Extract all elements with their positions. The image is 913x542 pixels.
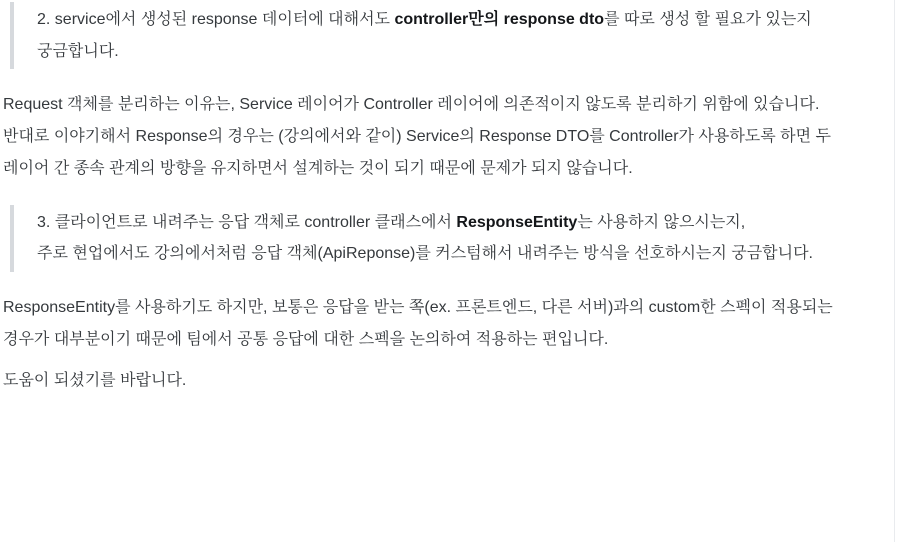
text-segment: 3. 클라이언트로 내려주는 응답 객체로 controller 클래스에서 (37, 213, 457, 231)
answer-response-entity (3, 292, 866, 355)
text-segment: 주로 현업에서도 강의에서처럼 응답 객체(ApiReponse)를 커스텀해서 내려주는 방식을 선호하시는지 궁금합니다. (37, 245, 813, 263)
text-segment: 반대로 이야기해서 Response의 경우는 (강의에서와 같이) Service의 Response DTO를 Controller가 사용하도록 하면 두 레이어 간 종속 관계의 방향을 유지하면서 설계하는 것이 되기 때문에 문제가 되지 않습니다. (3, 128, 831, 177)
text-segment: Request 객체를 분리하는 이유는, Service 레이어가 Controller 레이어에 의존적이지 않도록 분리하기 위함에 있습니다. (3, 96, 820, 114)
text-segment: 는 사용하지 않으시는지, (577, 213, 746, 231)
text-segment: 2. service에서 생성된 response 데이터에 대해서도 (37, 11, 395, 28)
answer-request-separation (3, 89, 866, 184)
text-segment: 도움이 되셨기를 바랍니다. (3, 372, 187, 390)
text-segment: ResponseEntity를 사용하기도 하지만, 보통은 응답을 받는 쪽(ex. 프론트엔드, 다른 서버)과의 custom한 스펙이 적용되는 경우가 대부분이기 때문에 팀에서 공통 응답에 대한 스펙을 논의하여 적용하는 편입니다. (3, 298, 833, 348)
text-segment: 를 따로 생성 할 필요가 있는지 궁금합니다. (37, 11, 812, 60)
quote-question-2 (10, 2, 866, 69)
emphasized-text: ResponseEntity (456, 213, 578, 231)
comment-body (3, 2, 866, 397)
quote-question-3 (10, 205, 866, 272)
emphasized-text: controller만의 response dto (394, 11, 605, 28)
closing-remark (3, 365, 866, 397)
